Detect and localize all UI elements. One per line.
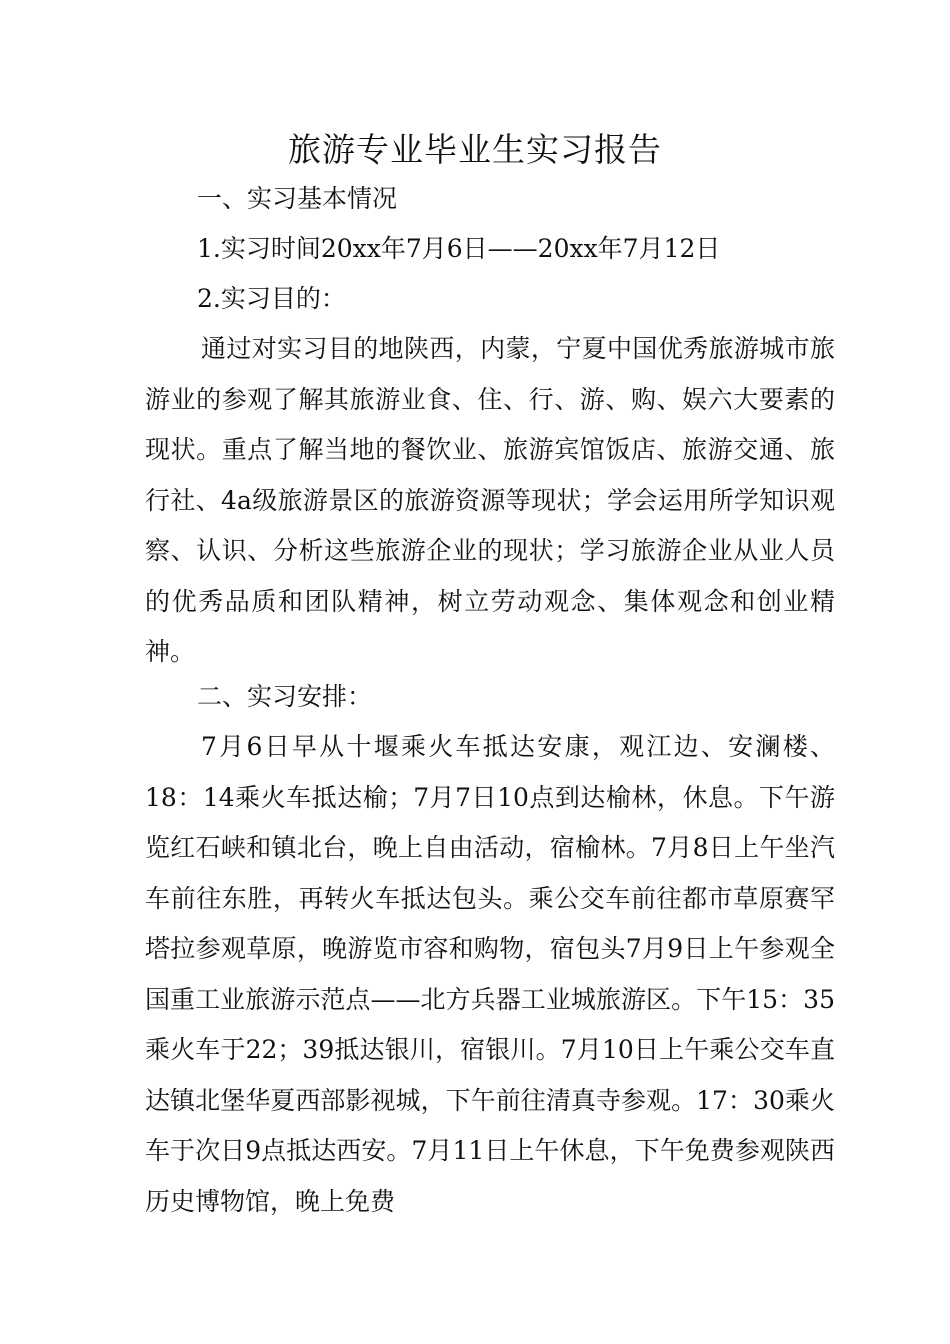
purpose-paragraph: 通过对实习目的地陕西，内蒙，宁夏中国优秀旅游城市旅游业的参观了解其旅游业食、住、行、游、购、娱六大要素的现状。重点了解当地的餐饮业、旅游宾馆饭店、旅游交通、旅行社、4a级旅游景区的旅游资源等现状；学会运用所学知识观察、认识、分析这些旅游企业的现状；学习旅游企业从业人员的优秀品质和团队精神，树立劳动观念、集体观念和创业精神。 [145,334,835,666]
section-heading-schedule: 二、实习安排： [197,682,373,711]
schedule-paragraph: 7月6日早从十堰乘火车抵达安康，观江边、安澜楼、18：14乘火车抵达榆；7月7日10点到达榆林，休息。下午游览红石峡和镇北台，晚上自由活动，宿榆林。7月8日上午坐汽车前往东胜，再转火车抵达包头。乘公交车前往都市草原赛罕塔拉参观草原，晚游览市容和购物，宿包头7月9日上午参观全国重工业旅游示范点——北方兵器工业城旅游区。下午15：35乘火车于22；39抵达银川，宿银川。7月10日上午乘公交车直达镇北堡华夏西部影视城，下午前往清真寺参观。17：30乘火车于次日9点抵达西安。7月11日上午休息，下午免费参观陕西历史博物馆，晚上免费 [145,732,835,1216]
section-heading-basic-info: 一、实习基本情况 [197,184,398,213]
internship-period: 1.实习时间20xx年7月6日——20xx年7月12日 [197,234,721,263]
document-title: 旅游专业毕业生实习报告 [288,130,662,169]
internship-purpose-label: 2.实习目的： [197,284,346,313]
